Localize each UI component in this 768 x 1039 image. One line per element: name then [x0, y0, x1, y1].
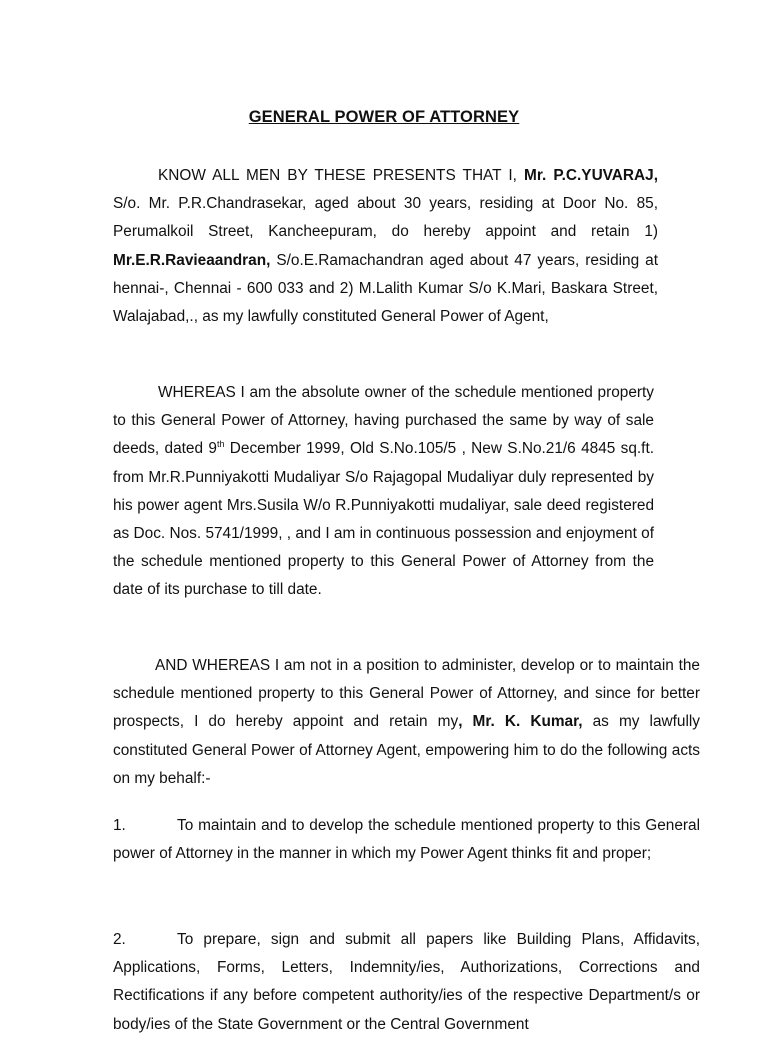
p1-text-e: S/o.E.Ramachandran aged about 47 years, residing at hennai-, Chennai - 600 033 and 2) M.Lalith Kumar S/o K.Mari, Baskara Street, Walajabad,., as my lawfully constituted General Power of Agent, [113, 251, 658, 326]
p3-agent-name: , Mr. K. Kumar, [458, 713, 583, 731]
p1-text-a: KNOW ALL MEN BY THESE PRESENTS THAT I, [158, 167, 525, 184]
document-title: GENERAL POWER OF ATTORNEY [248, 108, 520, 126]
list-item-text: To maintain and to develop the schedule mentioned property to this General power of Attorney in the manner in which my Power Agent thinks fit and proper; [113, 817, 700, 863]
paragraph-know-all-men [113, 162, 658, 331]
list-item-number: 1. [113, 817, 126, 834]
p3-text-a: AND WHEREAS I am not in a position to administer, develop or to maintain the schedule mentioned property to this General Power of Attorney, and since for better prospects, I do hereby appoint and retain my [113, 657, 700, 731]
p1-agent-name: Mr.E.R.Ravieaandran, [113, 251, 271, 269]
paragraph-whereas-owner [113, 379, 654, 605]
p1-principal-name: Mr. P.C.YUVARAJ, [524, 167, 658, 184]
list-item-number: 2. [113, 931, 126, 948]
list-item [113, 812, 700, 868]
list-item [113, 926, 700, 1039]
p2-text-b: December 1999, Old S.No.105/5 , New S.No.21/6 4845 sq.ft. from Mr.R.Punniyakotti Mudaliyar S/o Rajagopal Mudaliyar duly represented by his power agent Mrs.Susila W/o R.Punniyakotti mudaliyar, sale deed registered as Doc. Nos. 5741/1999, , and I am in continuous possession and enjoyment of the schedule mentioned property to this General Power of Attorney from the date of its purchase to till date. [113, 440, 654, 599]
p2-superscript: th [216, 439, 225, 450]
paragraph-and-whereas [113, 652, 700, 793]
p3-text-c: as my lawfully constituted General Power of Attorney Agent, empowering him to do the following acts on my behalf:- [113, 713, 701, 787]
list-item-text: To prepare, sign and submit all papers like Building Plans, Affidavits, Applications, Forms, Letters, Indemnity/ies, Authorizations, Corrections and Rectifications if any before competent authority/ies of the respective Department/s or body/ies of the State Government or the Central Government [113, 931, 700, 1033]
p1-text-c: S/o. Mr. P.R.Chandrasekar, aged about 30 years, residing at Door No. 85, Perumalkoil Street, Kancheepuram, do hereby appoint and retain 1) [113, 195, 658, 241]
p2-text-a: WHEREAS I am the absolute owner of the schedule mentioned property to this General Power of Attorney, having purchased the same by way of sale deeds, dated 9 [113, 384, 654, 458]
